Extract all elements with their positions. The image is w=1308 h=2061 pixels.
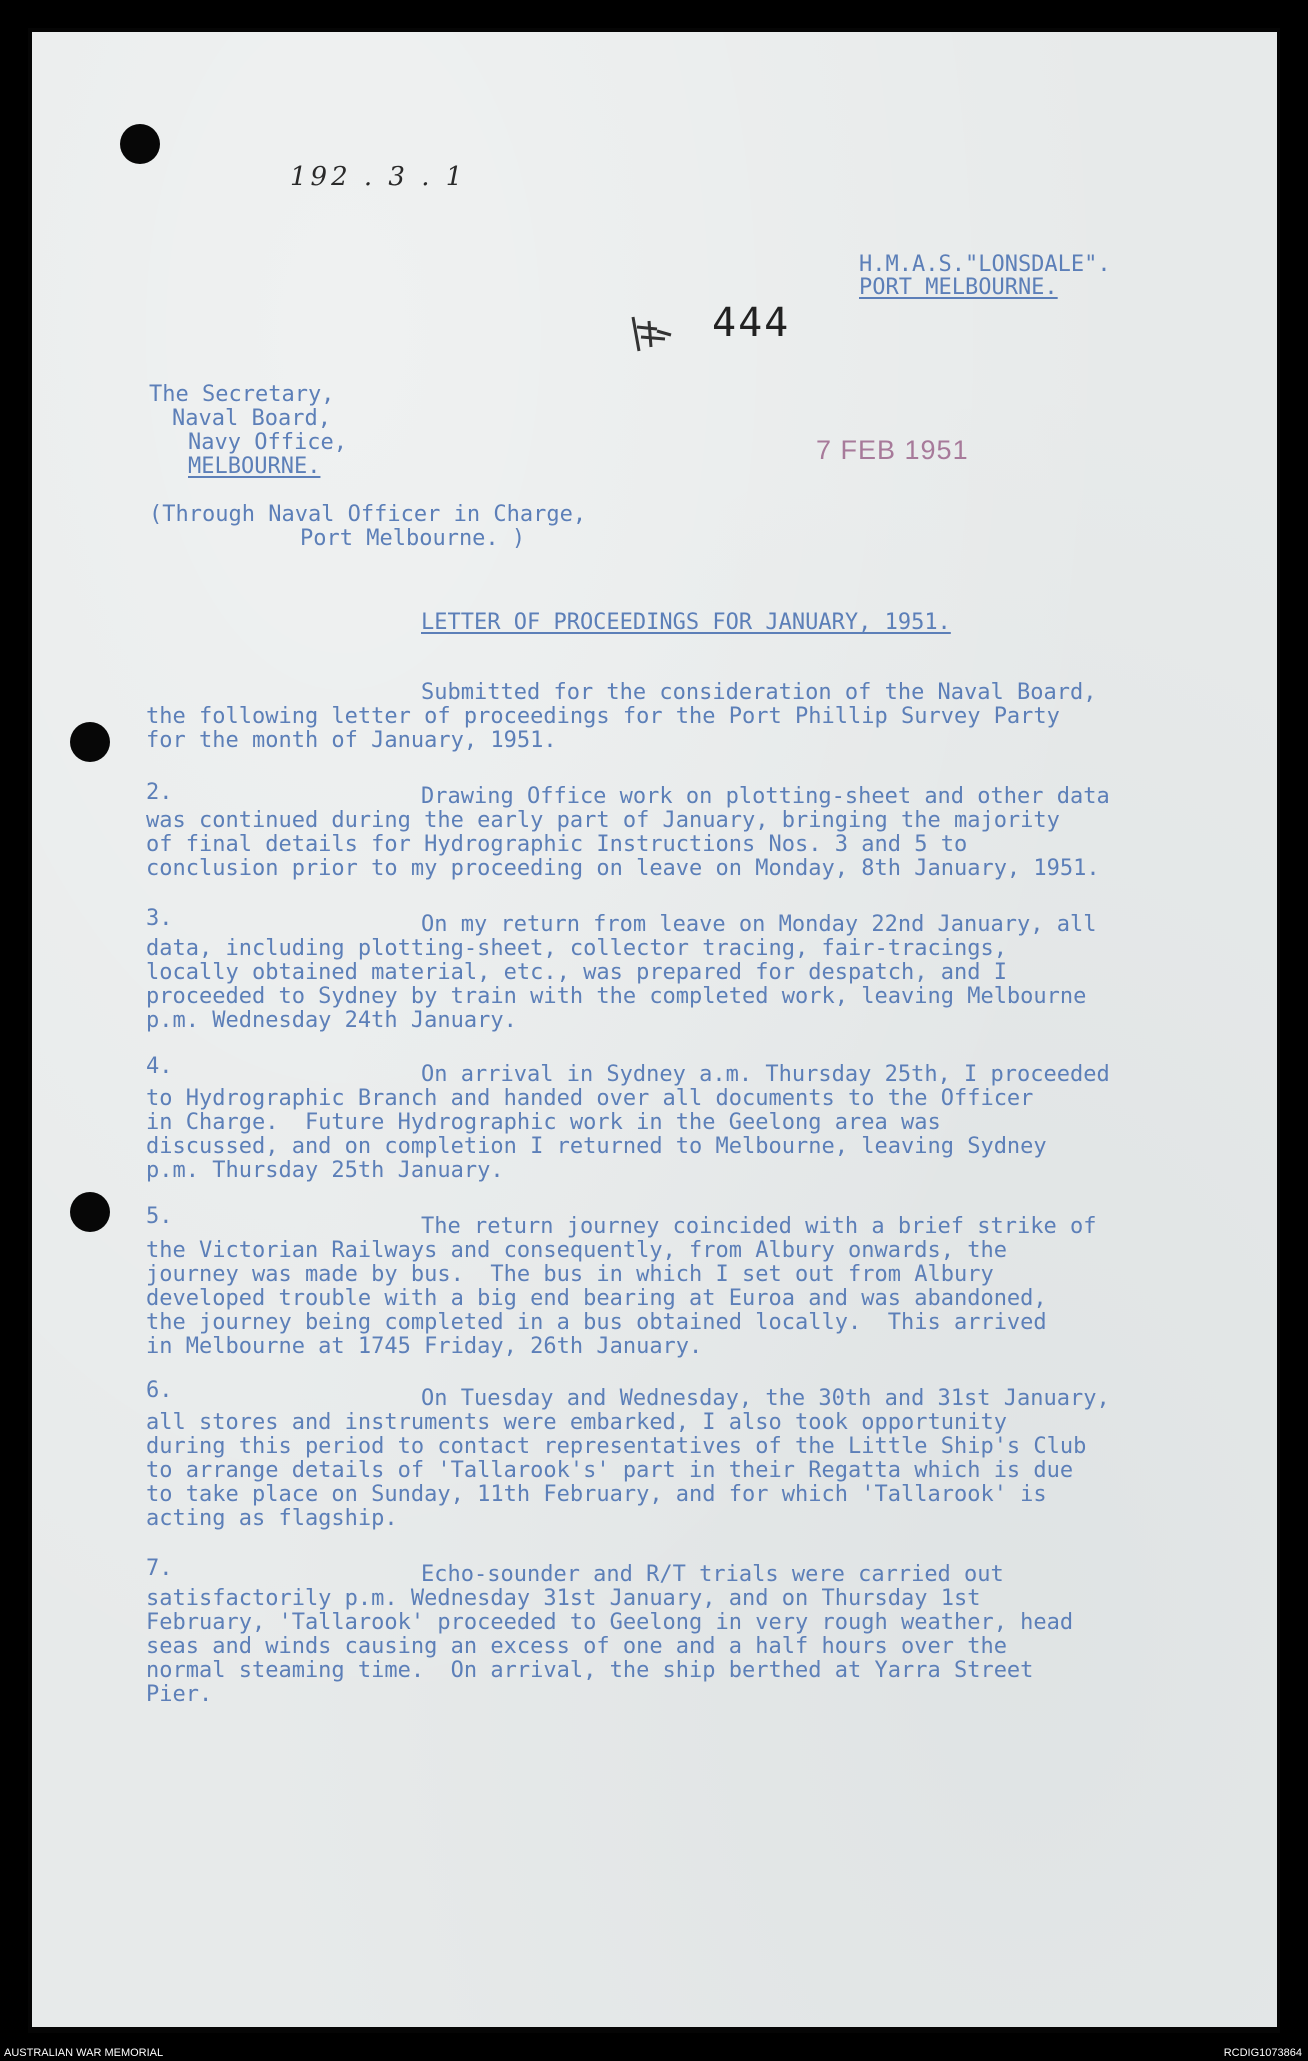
paragraph-4-line-5: p.m. Thursday 25th January. bbox=[146, 1158, 504, 1183]
paragraph-7-line-6: Pier. bbox=[146, 1682, 213, 1707]
paragraph-5-line-4: developed trouble with a big end bearing at Euroa and was abandoned, bbox=[146, 1286, 1047, 1311]
paragraph-4-line-4: discussed, and on completion I returned to Melbourne, leaving Sydney bbox=[146, 1134, 1047, 1159]
footer-id: RCDIG1073864 bbox=[1223, 2047, 1302, 2059]
through-line-2: Port Melbourne. ) bbox=[300, 526, 526, 551]
paragraph-2-line-1: Drawing Office work on plotting-sheet and other data bbox=[421, 784, 1110, 809]
handwritten-reference: 192 . 3 . 1 bbox=[290, 162, 467, 192]
paragraph-6-line-4: to arrange details of 'Tallarook's' part in their Regatta which is due bbox=[146, 1458, 1074, 1483]
paragraph-5-line-5: the journey being completed in a bus obtained locally. This arrived bbox=[146, 1310, 1047, 1335]
paragraph-5-line-2: the Victorian Railways and consequently, from Albury onwards, the bbox=[146, 1238, 1007, 1263]
paragraph-5-line-6: in Melbourne at 1745 Friday, 26th January. bbox=[146, 1334, 703, 1359]
paragraph-7-number: 7. bbox=[146, 1556, 173, 1581]
paragraph-3-line-4: proceeded to Sydney by train with the completed work, leaving Melbourne bbox=[146, 984, 1087, 1009]
scribble-mark bbox=[627, 307, 677, 357]
ship-location: PORT MELBOURNE. bbox=[859, 275, 1058, 300]
footer-source: AUSTRALIAN WAR MEMORIAL bbox=[4, 2047, 164, 2059]
paragraph-6-line-5: to take place on Sunday, 11th February, and for which 'Tallarook' is bbox=[146, 1482, 1047, 1507]
paragraph-7-line-4: seas and winds causing an excess of one and a half hours over the bbox=[146, 1634, 1007, 1659]
paragraph-1-line-1: Submitted for the consideration of the Naval Board, bbox=[421, 680, 1097, 705]
paragraph-1-line-3: for the month of January, 1951. bbox=[146, 728, 557, 753]
paragraph-5-line-3: journey was made by bus. The bus in which I set out from Albury bbox=[146, 1262, 994, 1287]
paragraph-4-line-2: to Hydrographic Branch and handed over all documents to the Officer bbox=[146, 1086, 1034, 1111]
paragraph-7-line-1: Echo-sounder and R/T trials were carried out bbox=[421, 1562, 1004, 1587]
addressee-line-2: Naval Board, bbox=[172, 406, 331, 431]
ship-name: H.M.A.S."LONSDALE". bbox=[859, 252, 1111, 277]
addressee-line-3: Navy Office, bbox=[188, 430, 347, 455]
paragraph-5-line-1: The return journey coincided with a brief strike of bbox=[421, 1214, 1097, 1239]
paragraph-6-line-2: all stores and instruments were embarked, I also took opportunity bbox=[146, 1410, 1007, 1435]
paragraph-3-line-3: locally obtained material, etc., was prepared for despatch, and I bbox=[146, 960, 1007, 985]
paragraph-2-line-2: was continued during the early part of January, bringing the majority bbox=[146, 808, 1060, 833]
paragraph-2-line-3: of final details for Hydrographic Instructions Nos. 3 and 5 to bbox=[146, 832, 968, 857]
paragraph-3-line-1: On my return from leave on Monday 22nd January, all bbox=[421, 912, 1097, 937]
document-page bbox=[32, 32, 1277, 2027]
punch-hole-lower bbox=[70, 1192, 110, 1232]
paragraph-6-line-1: On Tuesday and Wednesday, the 30th and 31st January, bbox=[421, 1386, 1110, 1411]
addressee-line-4: MELBOURNE. bbox=[188, 454, 321, 479]
paragraph-6-line-6: acting as flagship. bbox=[146, 1506, 398, 1531]
punch-hole-middle bbox=[70, 722, 110, 762]
paragraph-1-line-2: the following letter of proceedings for the Port Phillip Survey Party bbox=[146, 704, 1060, 729]
paragraph-4-number: 4. bbox=[146, 1054, 173, 1079]
paragraph-5-number: 5. bbox=[146, 1204, 173, 1229]
paragraph-3-line-2: data, including plotting-sheet, collector tracing, fair-tracings, bbox=[146, 936, 1007, 961]
paragraph-4-line-3: in Charge. Future Hydrographic work in the Geelong area was bbox=[146, 1110, 941, 1135]
date-stamp: 7 FEB 1951 bbox=[816, 435, 969, 465]
through-line-1: (Through Naval Officer in Charge, bbox=[149, 502, 587, 527]
file-number: 444 bbox=[712, 300, 791, 346]
paragraph-6-line-3: during this period to contact representatives of the Little Ship's Club bbox=[146, 1434, 1087, 1459]
paragraph-2-number: 2. bbox=[146, 780, 173, 805]
paragraph-7-line-2: satisfactorily p.m. Wednesday 31st January, and on Thursday 1st bbox=[146, 1586, 981, 1611]
paragraph-3-number: 3. bbox=[146, 906, 173, 931]
paragraph-7-line-3: February, 'Tallarook' proceeded to Geelong in very rough weather, head bbox=[146, 1610, 1074, 1635]
paragraph-6-number: 6. bbox=[146, 1378, 173, 1403]
paragraph-4-line-1: On arrival in Sydney a.m. Thursday 25th, I proceeded bbox=[421, 1062, 1110, 1087]
punch-hole-top bbox=[120, 124, 160, 164]
addressee-line-1: The Secretary, bbox=[149, 382, 335, 407]
letter-title: LETTER OF PROCEEDINGS FOR JANUARY, 1951. bbox=[421, 610, 951, 635]
paragraph-7-line-5: normal steaming time. On arrival, the ship berthed at Yarra Street bbox=[146, 1658, 1034, 1683]
paragraph-3-line-5: p.m. Wednesday 24th January. bbox=[146, 1008, 517, 1033]
paragraph-2-line-4: conclusion prior to my proceeding on leave on Monday, 8th January, 1951. bbox=[146, 856, 1100, 881]
